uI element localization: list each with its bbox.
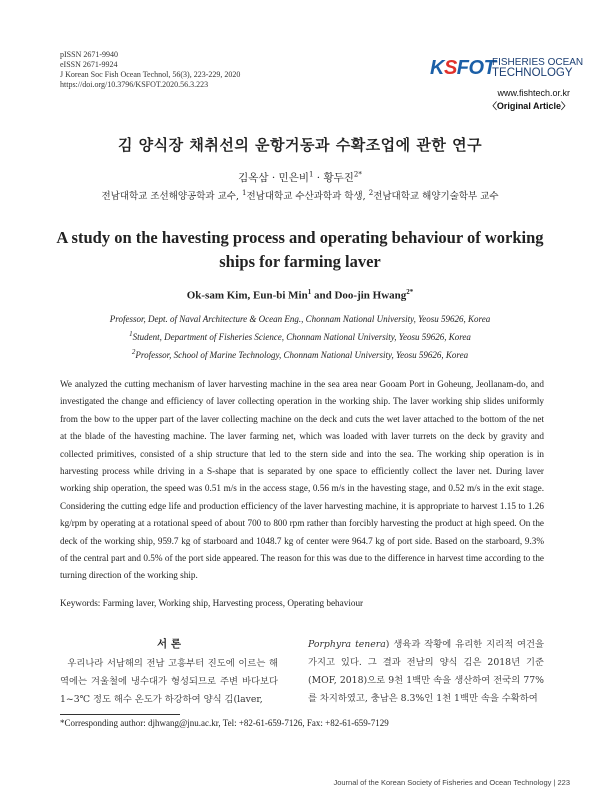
- body-column-right: [308, 636, 544, 708]
- article-type: 〈Original Article〉: [487, 101, 570, 111]
- authors-english: Ok-sam Kim, Eun-bi Min$^1$ and Doo-jin Hwang$^{2*}$: [186, 288, 414, 302]
- journal-meta: [60, 50, 240, 90]
- journal-logo: [430, 54, 584, 82]
- body-column-left: [60, 636, 278, 709]
- affiliations-korean: 전남대학교 조선해양공학과 교수, $^1$전남대학교 수산과학과 학생, $^2$전남대학교 해양기술학부 교수: [101, 188, 499, 202]
- page-footer: Journal of the Korean Society of Fisheries and Ocean Technology | 223: [333, 778, 570, 787]
- authors-korean: 김옥삼 · 민은비$^1$ · 황두진$^{2*}$: [238, 170, 362, 184]
- pissn: pISSN 2671-9940: [60, 50, 119, 59]
- affiliations-english: Professor, Dept. of Naval Architecture & Ocean Eng., Chonnam National University, Yeosu 59626, Korea $^1$Student, Department of Fisheries Science, Chonnam National University, Yeosu 59626, Korea $^2$Professor, School of Marine Technology, Chonnam National University, Yeosu 59626, Korea: [109, 314, 491, 360]
- abstract: We analyzed the cutting mechanism of laver harvesting machine in the sea area near Gooam Port in Goheung, Jeollanam-do, and investigated the change and efficiency of laver collecting operation in the working ship. The laver working ship slides uniformly from the bow to the upper part of the laver collecting machine on the deck and cuts the wet laver attached to the bottom of the net at the blade of the havesting machine. The laver farming net, which was loaded with laver turrets on the deck by gravity and collected primitives, consisted of a ship structure that led to the stern side and into the sea. The working ship operation is in harvesting process while driving in a S-shape that is separated by one space to efficiently collect the laver net. During laver working ship operation, the speed was 0.51 m/s in the access stage, 0.56 m/s in the havesting stage, and 0.52 m/s in the exit stage. Considering the cutting edge life and production efficiency of the laver harvesting machine, it is appropriate to harvest 1.15 to 1.26 kg/rpm by operating at a rotational speed of about 700 to 800 rpm rather than forcibly harvesting the product at high speed. On the deck of the working ship, 959.7 kg of starboard and 1048.7 kg of center were 964.7 kg of port side. Based on the starboard, 9.3% of the central part and 0.5% of the port side appeared. The reason for this was due to the difference in harvest time according to the turning direction of the working ship.: [60, 379, 544, 581]
- title-korean: 김 양식장 채취선의 운항거동과 수확조업에 관한 연구: [117, 136, 483, 154]
- eissn: eISSN 2671-9924: [60, 60, 118, 69]
- keywords: Keywords: Farming laver, Working ship, Harvesting process, Operating behaviour: [60, 598, 364, 608]
- website-link[interactable]: www.fishtech.or.kr: [497, 88, 570, 98]
- title-english: A study on the havesting process and operating behaviour of working ships for farming laver: [56, 228, 544, 271]
- intro-text-left: 우리나라 서남해의 전남 고흥부터 진도에 이르는 해역에는 겨울철에 냉수대가 형성되므로 주변 바다보다 1~3℃ 정도 해수 온도가 하강하여 양식 김(laver,: [60, 658, 278, 705]
- section-heading: 서 론: [157, 638, 181, 650]
- intro-text-right: Porphyra tenera) 생육과 작황에 유리한 지리적 여건을 가지고 있다. 그 결과 전남의 양식 김은 2018년 기준(MOF, 2018)으로 9천 1백만 속을 생산하여 전국의 77%를 차지하였고, 충남은 8.3%인 1천 1백만 속을 수확하여: [308, 639, 544, 704]
- citation: J Korean Soc Fish Ocean Technol, 56(3), 223-229, 2020: [60, 70, 241, 79]
- footnote-divider: [60, 714, 180, 715]
- logo-mark: KSFOT: [430, 57, 496, 79]
- corresponding-author: *Corresponding author: djhwang@jnu.ac.kr, Tel: +82-61-659-7126, Fax: +82-61-659-7129: [60, 718, 389, 728]
- doi-link[interactable]: https://doi.org/10.3796/KSFOT.2020.56.3.223: [60, 80, 209, 89]
- logo-text: FISHERIES OCEAN TECHNOLOGY: [492, 57, 584, 79]
